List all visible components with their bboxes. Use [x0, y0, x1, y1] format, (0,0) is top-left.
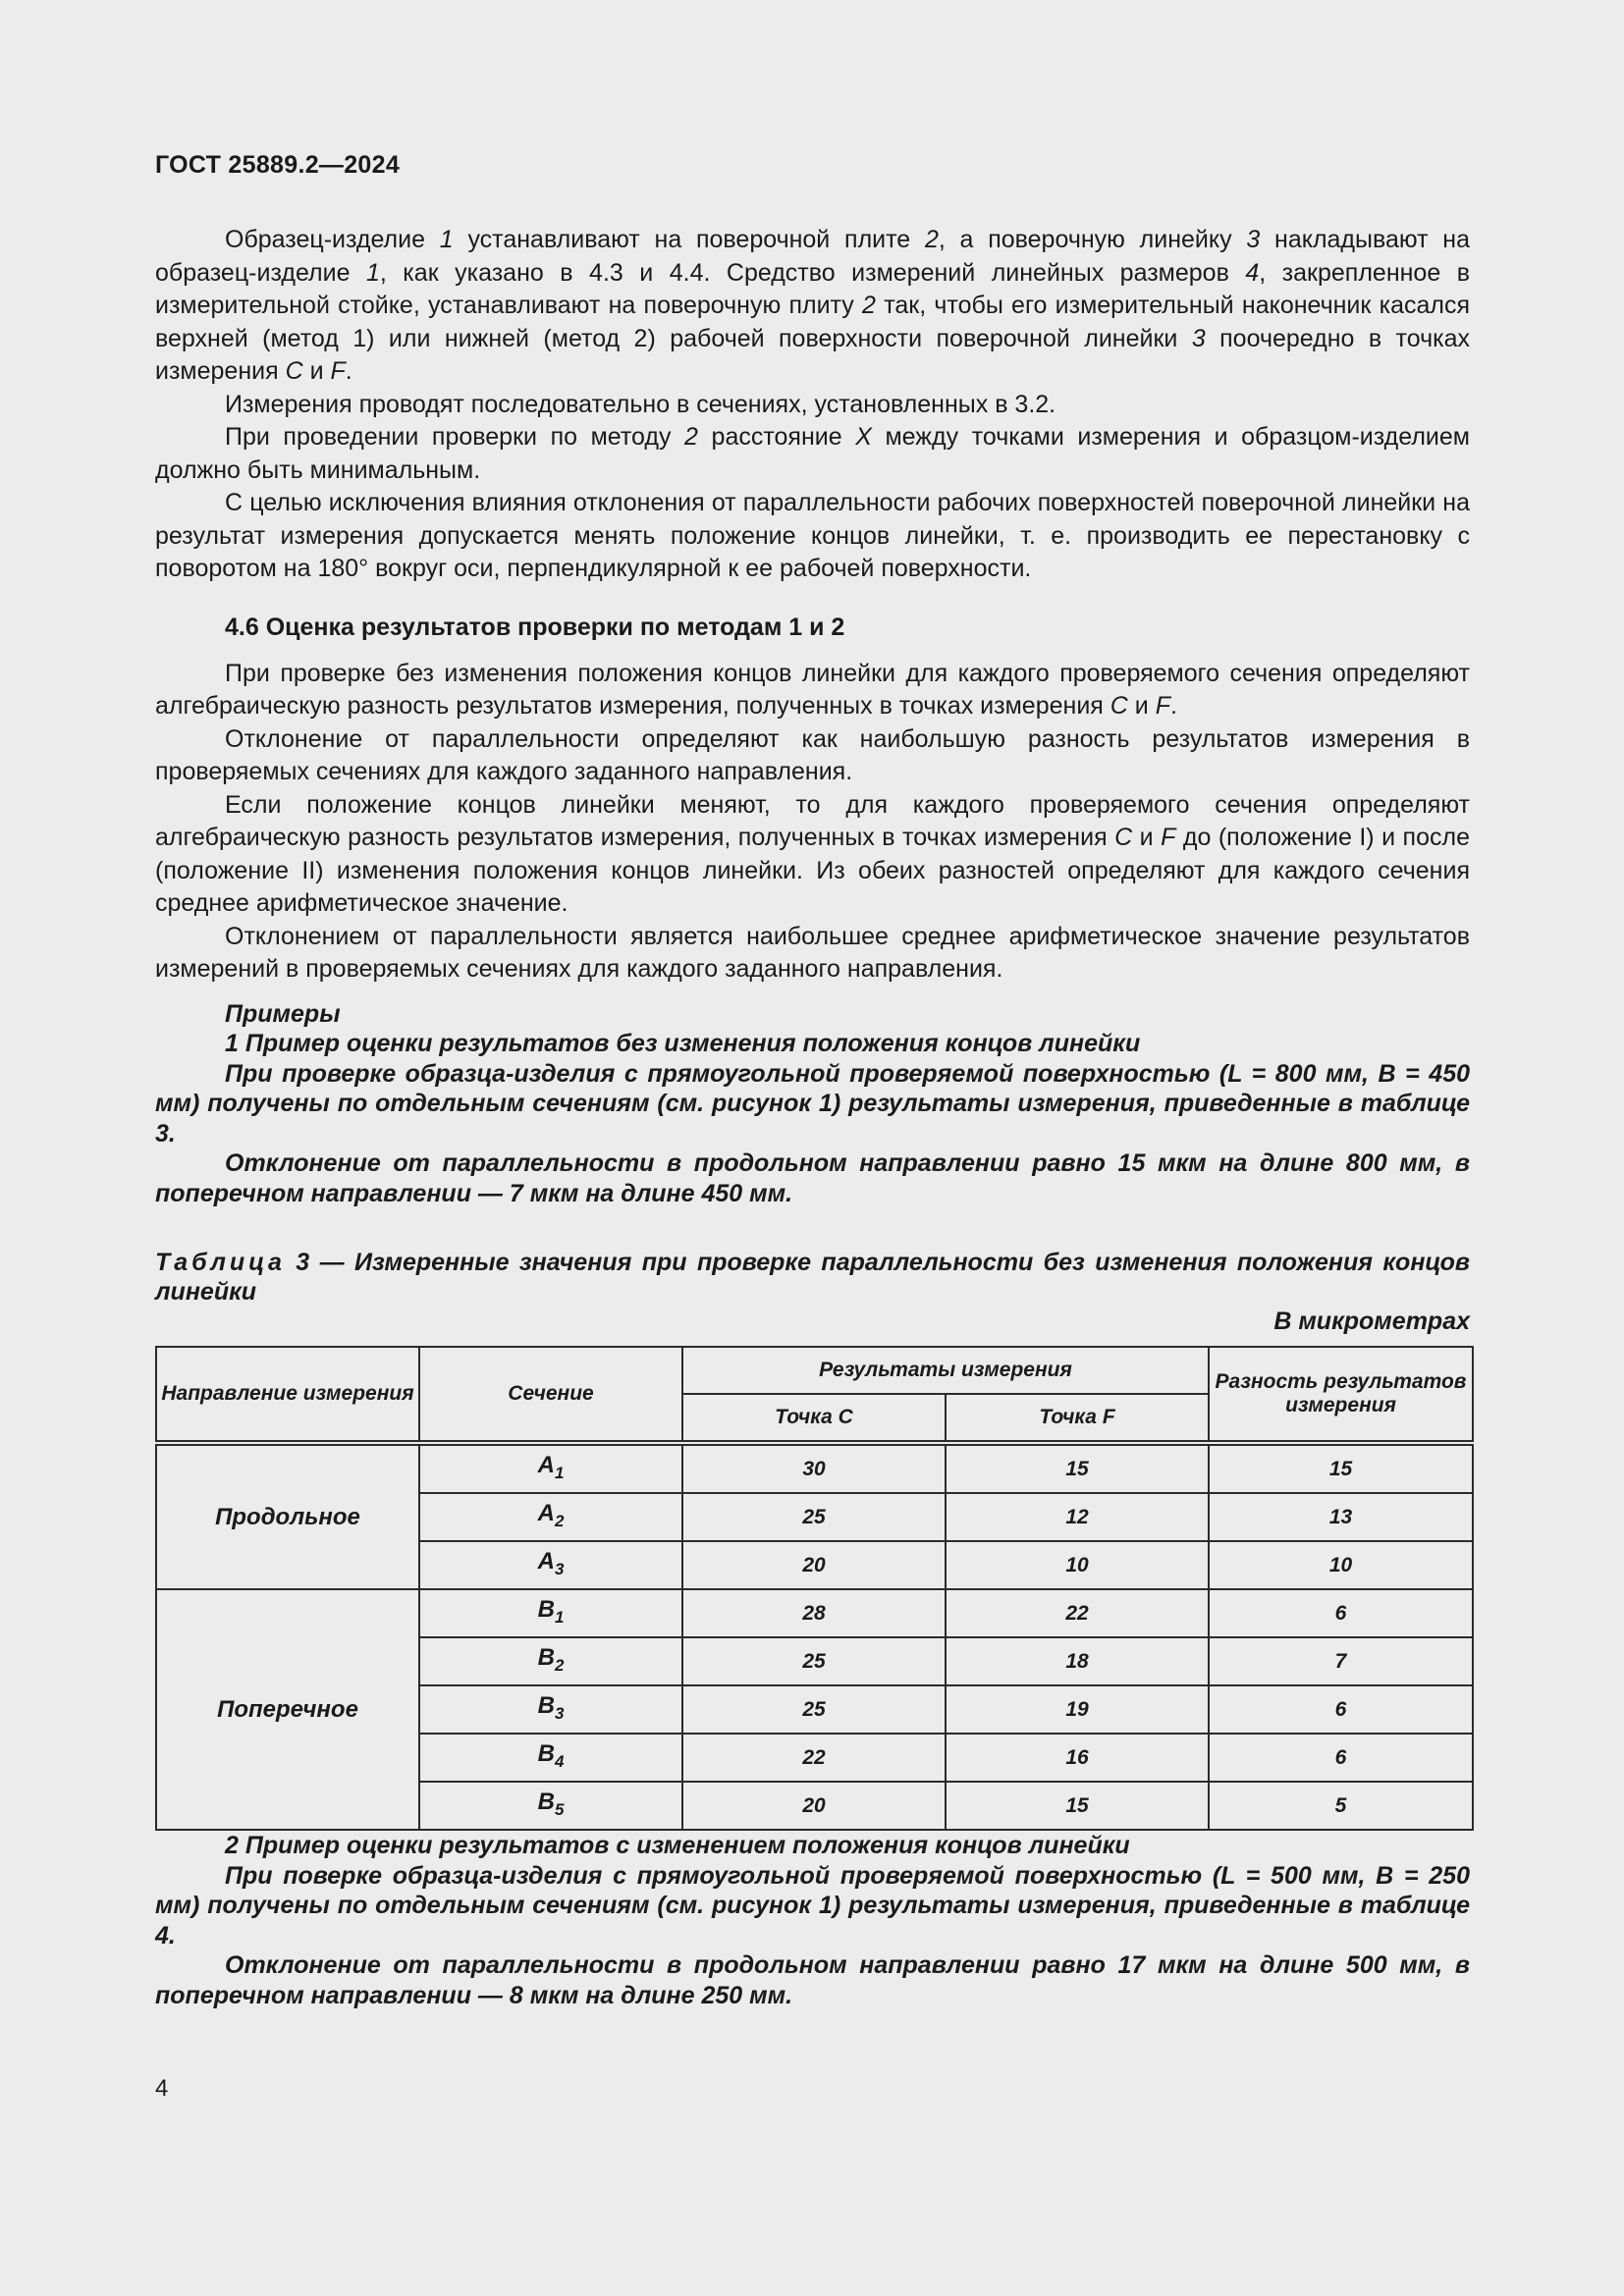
italic-symbol: F — [1161, 824, 1176, 851]
section-paragraphs — [155, 658, 1470, 987]
difference-value: 10 — [1209, 1541, 1473, 1589]
direction-cell: Продольное — [156, 1445, 419, 1589]
section-letter: B — [537, 1788, 555, 1815]
point-c-value: 28 — [682, 1589, 946, 1637]
section-cell — [419, 1637, 682, 1685]
section-letter: A — [537, 1451, 555, 1478]
point-f-value: 15 — [946, 1445, 1209, 1493]
table-row — [156, 1445, 1473, 1493]
text-run: , как указано в 4.3 и 4.4. Средство измерений линейных размеров — [379, 258, 1246, 287]
text-run: Образец-изделие — [225, 226, 440, 253]
text-run: С целью исключения влияния отклонения от параллельности рабочих поверхностей поверочной линейки на результат измерения допускается менять положение концов линейки, т. е. производить ее перестановку с поворотом на 180° вокруг оси, перпендикулярной к ее рабочей поверхности. — [155, 489, 1470, 582]
point-f-value: 15 — [946, 1782, 1209, 1830]
italic-symbol: C — [285, 357, 303, 385]
point-f-value: 19 — [946, 1685, 1209, 1734]
section-letter: A — [537, 1547, 555, 1575]
table-caption-text: 3 — Измеренные значения при проверке параллельности без изменения положения концов линейки — [155, 1249, 1470, 1306]
paragraph — [155, 389, 1470, 422]
section-letter: B — [537, 1595, 555, 1623]
text-run: поочередно в точках измерения — [155, 324, 1470, 385]
difference-value: 6 — [1209, 1734, 1473, 1782]
text-run: При проверке без изменения положения концов линейки для каждого проверяемого сечения определяют алгебраическую разность результатов измерения, полученных в точках измерения — [155, 659, 1470, 720]
page-number: 4 — [155, 2075, 169, 2102]
italic-symbol: F — [1155, 692, 1170, 720]
text-run: так, чтобы его измерительный наконечник касался верхней (метод 1) или нижней (метод 2) рабочей поверхности поверочной линейки — [155, 292, 1470, 352]
point-c-value: 30 — [682, 1445, 946, 1493]
section-index: 2 — [554, 1655, 565, 1675]
measurement-table — [155, 1346, 1474, 1831]
paragraph — [155, 723, 1470, 789]
section-index: 4 — [554, 1751, 565, 1771]
section-cell — [419, 1782, 682, 1830]
section-letter: A — [537, 1499, 555, 1526]
example-1-text: При проверке образца-изделия с прямоугольной проверяемой поверхностью (L = 800 мм, B = 450 мм) получены по отдельным сечениям (см. рисунок 1) результаты измерения, приведенные в таблице 3. — [155, 1059, 1470, 1148]
paragraph — [155, 921, 1470, 987]
table-units: В микрометрах — [1273, 1308, 1470, 1335]
paragraph — [155, 487, 1470, 586]
section-index: 5 — [554, 1799, 565, 1819]
difference-value: 13 — [1209, 1493, 1473, 1541]
point-c-value: 22 — [682, 1734, 946, 1782]
document-body — [155, 224, 1470, 2010]
section-cell — [419, 1589, 682, 1637]
examples-title: Примеры — [225, 999, 341, 1028]
text-run: Измерения проводят последовательно в сечениях, установленных в 3.2. — [225, 390, 1056, 418]
text-run: . — [1169, 692, 1177, 720]
italic-symbol: 2 — [862, 292, 876, 319]
italic-symbol: C — [1114, 824, 1133, 851]
paragraph — [155, 224, 1470, 389]
section-index: 1 — [554, 1607, 565, 1627]
table-row — [156, 1589, 1473, 1637]
difference-value: 5 — [1209, 1782, 1473, 1830]
text-run: и — [1132, 824, 1162, 851]
point-f-value: 22 — [946, 1589, 1209, 1637]
point-c-value: 25 — [682, 1493, 946, 1541]
example-2-text: При поверке образца-изделия с прямоугольной проверяемой поверхностью (L = 500 мм, B = 250 мм) получены по отдельным сечениям (см. рисунок 1) результаты измерения, приведенные в таблице 4. — [155, 1861, 1470, 1949]
section-cell — [419, 1541, 682, 1589]
italic-symbol: 1 — [365, 258, 380, 287]
header-point-f: Точка F — [946, 1394, 1209, 1441]
example-2-title: 2 Пример оценки результатов с изменением положения концов линейки — [225, 1832, 1130, 1859]
paragraph — [155, 789, 1470, 921]
italic-symbol: C — [1110, 692, 1128, 720]
direction-cell: Поперечное — [156, 1589, 419, 1830]
text-run: Если положение концов линейки меняют, то для каждого проверяемого сечения определяют алгебраическую разность результатов измерения, полученных в точках измерения — [155, 790, 1470, 851]
header-section: Сечение — [419, 1347, 682, 1441]
table-caption — [155, 1248, 1470, 1307]
paragraph — [155, 421, 1470, 487]
difference-value: 15 — [1209, 1445, 1473, 1493]
text-run: накладывают на образец-изделие — [155, 226, 1471, 287]
text-run: и — [1127, 692, 1156, 720]
document-code-header: ГОСТ 25889.2—2024 — [155, 151, 401, 179]
text-run: устанавливают на поверочной плите — [453, 226, 925, 253]
point-f-value: 18 — [946, 1637, 1209, 1685]
point-c-value: 20 — [682, 1541, 946, 1589]
difference-value: 6 — [1209, 1589, 1473, 1637]
section-cell — [419, 1445, 682, 1493]
table-body — [156, 1445, 1473, 1830]
text-run: расстояние — [697, 423, 856, 451]
header-direction: Направление измерения — [156, 1347, 419, 1441]
difference-value: 7 — [1209, 1637, 1473, 1685]
section-index: 3 — [554, 1559, 565, 1578]
point-c-value: 25 — [682, 1685, 946, 1734]
italic-symbol: F — [330, 357, 346, 385]
section-cell — [419, 1685, 682, 1734]
text-run: Отклонение от параллельности определяют как наибольшую разность результатов измерения в проверяемых сечениях для каждого заданного направления. — [155, 724, 1470, 785]
italic-symbol: 3 — [1246, 226, 1261, 253]
intro-paragraphs — [155, 224, 1470, 586]
point-f-value: 10 — [946, 1541, 1209, 1589]
text-run: до (положение I) и после (положение II) изменения положения концов линейки. Из обеих разностей определяют для каждого сечения среднее арифметическое значение. — [155, 824, 1470, 917]
example-1-title: 1 Пример оценки результатов без изменения положения концов линейки — [225, 1030, 1141, 1057]
section-cell — [419, 1493, 682, 1541]
header-point-c: Точка C — [682, 1394, 946, 1441]
header-difference: Разность результатов измерения — [1209, 1347, 1473, 1441]
text-run: между точками измерения и образцом-изделием должно быть минимальным. — [155, 423, 1470, 484]
point-c-value: 20 — [682, 1782, 946, 1830]
text-run: , а поверочную линейку — [938, 226, 1247, 253]
example-2-result: Отклонение от параллельности в продольном направлении равно 17 мкм на длине 500 мм, в поперечном направлении — 8 мкм на длине 250 мм. — [155, 1951, 1470, 2009]
section-index: 1 — [554, 1463, 565, 1482]
italic-symbol: 3 — [1191, 324, 1206, 352]
difference-value: 6 — [1209, 1685, 1473, 1734]
point-f-value: 16 — [946, 1734, 1209, 1782]
italic-symbol: 4 — [1245, 258, 1260, 287]
example-1-result: Отклонение от параллельности в продольном направлении равно 15 мкм на длине 800 мм, в поперечном направлении — 7 мкм на длине 450 мм. — [155, 1149, 1470, 1207]
text-run: . — [345, 357, 352, 385]
section-index: 3 — [554, 1703, 565, 1723]
text-run: , закрепленное в измерительной стойке, устанавливают на поверочную плиту — [155, 258, 1471, 319]
section-letter: B — [537, 1643, 555, 1671]
italic-symbol: 2 — [684, 423, 698, 451]
text-run: и — [302, 357, 331, 385]
table-caption-label: Таблица — [155, 1249, 286, 1276]
paragraph — [155, 658, 1470, 723]
point-f-value: 12 — [946, 1493, 1209, 1541]
section-heading: 4.6 Оценка результатов проверки по методам 1 и 2 — [225, 613, 845, 641]
section-index: 2 — [554, 1511, 565, 1530]
text-run: Отклонением от параллельности является наибольшее среднее арифметическое значение результатов измерений в проверяемых сечениях для каждого заданного направления. — [155, 922, 1470, 983]
italic-symbol: X — [855, 423, 872, 451]
section-cell — [419, 1734, 682, 1782]
text-run: При проведении проверки по методу — [225, 423, 685, 451]
point-c-value: 25 — [682, 1637, 946, 1685]
italic-symbol: 2 — [924, 226, 939, 253]
section-letter: B — [537, 1691, 555, 1719]
header-results: Результаты измерения — [682, 1347, 1209, 1394]
section-letter: B — [537, 1739, 555, 1767]
italic-symbol: 1 — [439, 226, 454, 253]
